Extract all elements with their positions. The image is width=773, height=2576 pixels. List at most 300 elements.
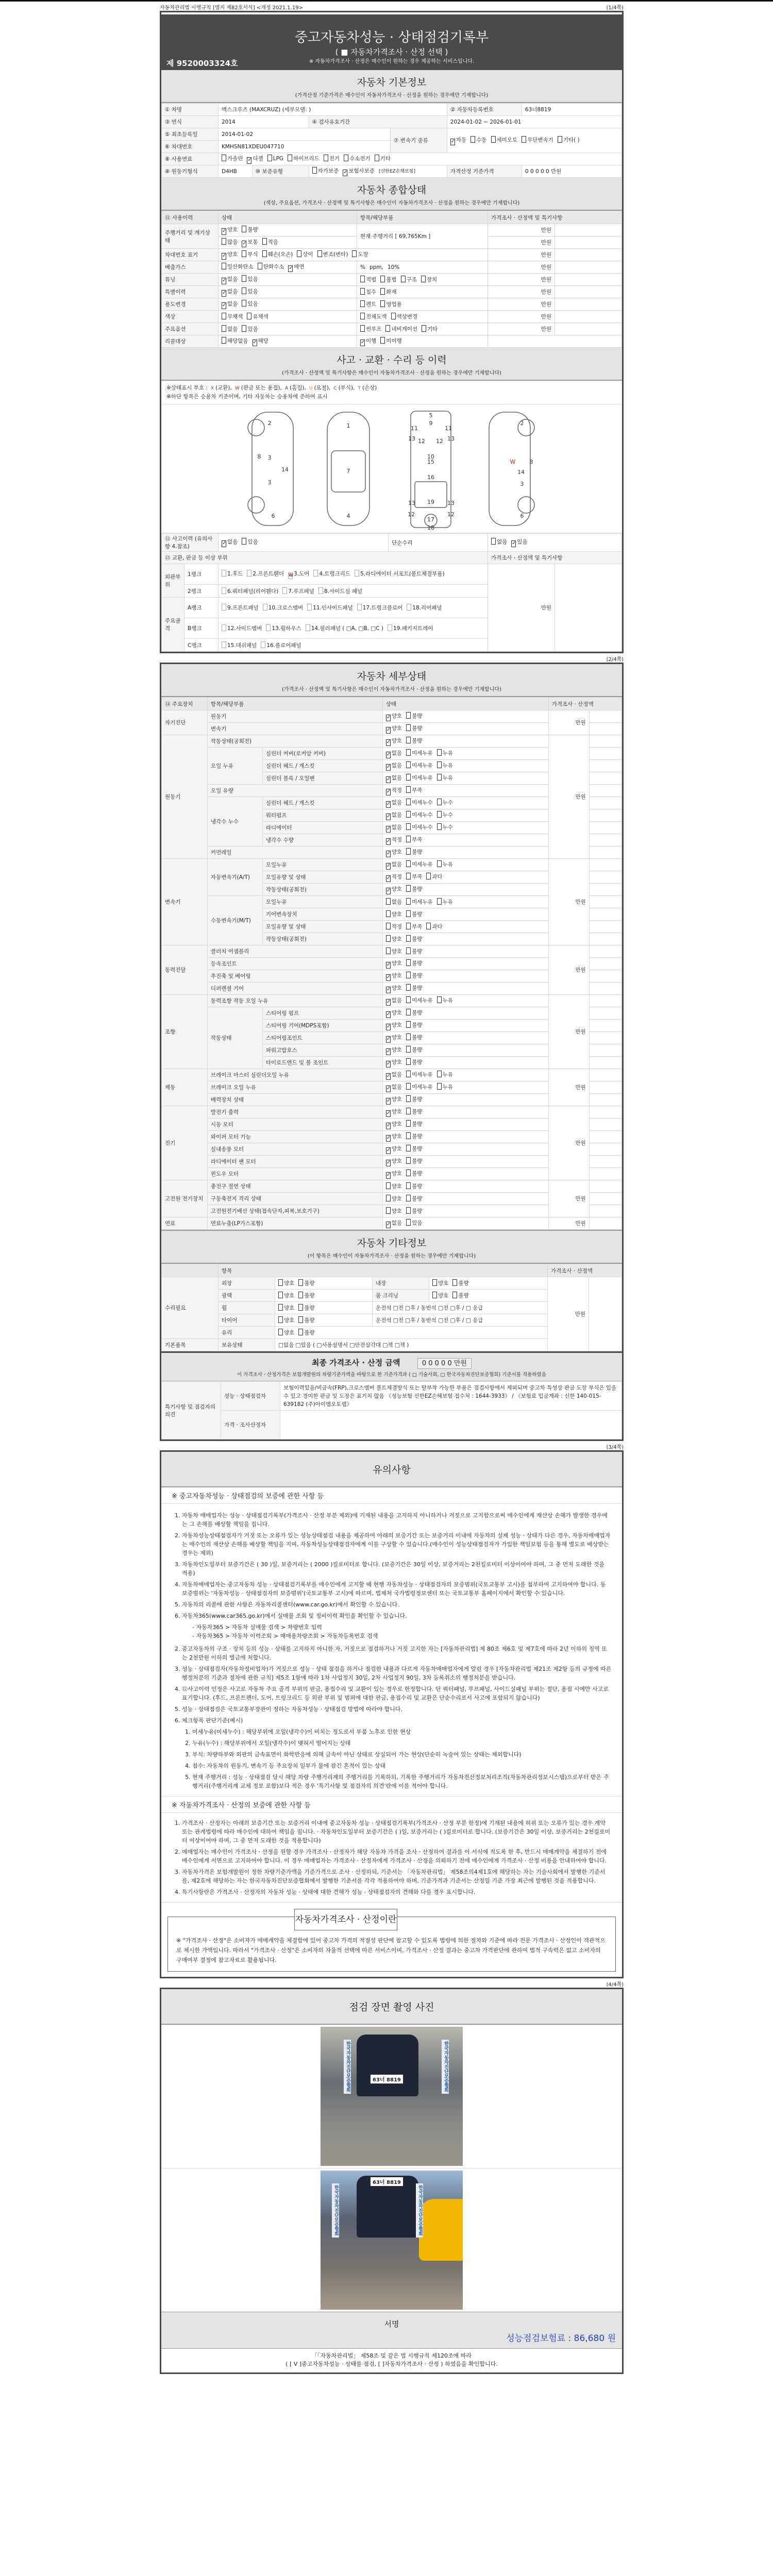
checkbox-unchecked[interactable] xyxy=(437,761,442,768)
checkbox-option[interactable] xyxy=(406,948,422,955)
checkbox-option[interactable] xyxy=(386,750,402,756)
part-checkbox[interactable] xyxy=(222,605,259,611)
checkbox-checked[interactable]: ✓ xyxy=(222,290,227,296)
checkbox-option[interactable] xyxy=(386,849,402,855)
checkbox-option[interactable] xyxy=(406,787,422,793)
checkbox-unchecked[interactable] xyxy=(522,136,526,143)
checkbox-checked[interactable]: ✓ xyxy=(512,540,516,546)
checkbox-unchecked[interactable] xyxy=(262,250,267,257)
checkbox-checked[interactable]: ✓ xyxy=(386,961,391,968)
checkbox[interactable]: W xyxy=(288,572,293,579)
checkbox-option[interactable] xyxy=(222,276,238,282)
checkbox-option[interactable] xyxy=(406,1196,422,1202)
checkbox-unchecked[interactable] xyxy=(406,737,411,743)
checkbox-option[interactable] xyxy=(432,1280,448,1286)
checkbox-option[interactable] xyxy=(406,837,422,843)
checkbox-option[interactable] xyxy=(242,301,258,307)
checkbox-unchecked[interactable] xyxy=(386,1182,391,1189)
checkbox-option[interactable] xyxy=(558,137,580,143)
part-checkbox[interactable] xyxy=(222,588,278,595)
checkbox-option[interactable] xyxy=(452,1293,468,1299)
checkbox-option[interactable] xyxy=(380,338,401,344)
checkbox-unchecked[interactable] xyxy=(406,1009,411,1015)
checkbox-option[interactable] xyxy=(406,1183,422,1190)
checkbox-unchecked[interactable] xyxy=(406,811,411,818)
checkbox[interactable] xyxy=(306,624,310,631)
checkbox-option[interactable] xyxy=(406,800,433,806)
checkbox-unchecked[interactable] xyxy=(386,910,391,917)
checkbox-unchecked[interactable] xyxy=(406,749,411,756)
checkbox-unchecked[interactable] xyxy=(491,538,496,545)
checkbox-option[interactable] xyxy=(247,314,268,320)
checkbox-option[interactable] xyxy=(437,812,453,818)
checkbox[interactable] xyxy=(222,587,226,594)
checkbox-unchecked[interactable] xyxy=(380,276,385,282)
checkbox-unchecked[interactable] xyxy=(406,873,411,879)
checkbox-unchecked[interactable] xyxy=(298,1304,303,1311)
checkbox-option[interactable] xyxy=(385,326,417,332)
checkbox-option[interactable] xyxy=(437,997,453,1004)
checkbox-option[interactable] xyxy=(386,1022,402,1028)
checkbox-option[interactable] xyxy=(369,264,383,270)
checkbox-option[interactable] xyxy=(288,264,304,270)
checkbox-option[interactable] xyxy=(386,800,402,806)
checkbox-option[interactable] xyxy=(406,1158,422,1164)
checkbox-option[interactable] xyxy=(450,137,466,143)
checkbox-unchecked[interactable] xyxy=(452,1292,457,1298)
checkbox-option[interactable] xyxy=(386,1059,402,1065)
checkbox-option[interactable] xyxy=(391,314,418,320)
checkbox-unchecked[interactable] xyxy=(406,1058,411,1065)
checkbox-option[interactable] xyxy=(386,787,402,793)
checkbox-option[interactable] xyxy=(406,886,422,892)
checkbox-unchecked[interactable] xyxy=(344,155,348,161)
checkbox-unchecked[interactable] xyxy=(406,712,411,719)
checkbox-option[interactable] xyxy=(406,911,422,918)
checkbox-unchecked[interactable] xyxy=(421,276,426,282)
checkbox-option[interactable] xyxy=(360,301,376,308)
checkbox-option[interactable] xyxy=(406,960,422,967)
checkbox-option[interactable] xyxy=(406,1208,422,1214)
checkbox[interactable] xyxy=(222,624,226,631)
checkbox-checked[interactable]: ✓ xyxy=(386,1048,391,1054)
checkbox-option[interactable] xyxy=(386,762,402,769)
checkbox[interactable] xyxy=(313,570,318,577)
checkbox-unchecked[interactable] xyxy=(437,799,442,805)
checkbox-option[interactable] xyxy=(426,924,442,930)
checkbox-checked[interactable]: ✓ xyxy=(386,862,391,869)
checkbox-checked[interactable]: ✓ xyxy=(386,1172,391,1178)
checkbox-option[interactable] xyxy=(406,861,433,868)
checkbox-option[interactable] xyxy=(262,239,278,245)
checkbox-unchecked[interactable] xyxy=(278,1304,283,1311)
checkbox-unchecked[interactable] xyxy=(437,996,442,1003)
checkbox-option[interactable] xyxy=(360,338,376,344)
checkbox-checked[interactable]: ✓ xyxy=(386,764,391,770)
checkbox-unchecked[interactable] xyxy=(267,155,272,161)
part-checkbox[interactable] xyxy=(263,605,303,611)
part-checkbox[interactable] xyxy=(318,588,362,595)
checkbox-unchecked[interactable] xyxy=(406,724,411,731)
checkbox-option[interactable] xyxy=(386,1072,402,1078)
checkbox-option[interactable] xyxy=(386,738,402,744)
checkbox-option[interactable] xyxy=(437,775,453,781)
checkbox-option[interactable] xyxy=(406,985,422,991)
checkbox-unchecked[interactable] xyxy=(406,1157,411,1164)
checkbox-option[interactable] xyxy=(386,812,402,818)
checkbox-unchecked[interactable] xyxy=(297,250,301,257)
checkbox-checked[interactable]: ✓ xyxy=(386,726,391,733)
checkbox-checked[interactable]: ✓ xyxy=(386,838,391,844)
checkbox-checked[interactable]: ✓ xyxy=(450,138,456,144)
checkbox-unchecked[interactable] xyxy=(360,300,365,307)
checkbox-checked[interactable]: ✓ xyxy=(386,1221,391,1227)
checkbox-option[interactable] xyxy=(437,1072,453,1078)
checkbox-unchecked[interactable] xyxy=(406,1145,411,1151)
checkbox-unchecked[interactable] xyxy=(352,250,357,257)
checkbox-unchecked[interactable] xyxy=(242,538,246,545)
checkbox-unchecked[interactable] xyxy=(242,325,246,332)
checkbox[interactable] xyxy=(407,604,411,611)
checkbox-unchecked[interactable] xyxy=(406,1182,411,1189)
checkbox-option[interactable] xyxy=(426,874,442,880)
checkbox-unchecked[interactable] xyxy=(406,1021,411,1028)
checkbox-unchecked[interactable] xyxy=(222,337,226,344)
checkbox-unchecked[interactable] xyxy=(406,935,411,942)
checkbox-unchecked[interactable] xyxy=(406,1219,411,1226)
part-checkbox[interactable] xyxy=(266,625,301,632)
checkbox-option[interactable] xyxy=(386,960,402,967)
checkbox-option[interactable] xyxy=(242,289,258,295)
checkbox-option[interactable] xyxy=(343,168,375,174)
checkbox-checked[interactable]: ✓ xyxy=(386,986,391,992)
checkbox-option[interactable] xyxy=(386,924,402,930)
checkbox-option[interactable] xyxy=(222,251,238,258)
checkbox-option[interactable] xyxy=(242,326,258,332)
checkbox-option[interactable] xyxy=(406,997,433,1004)
checkbox-unchecked[interactable] xyxy=(406,860,411,867)
checkbox[interactable] xyxy=(282,587,287,594)
checkbox-unchecked[interactable] xyxy=(317,250,322,257)
checkbox-option[interactable] xyxy=(421,277,437,283)
checkbox[interactable] xyxy=(263,604,267,611)
checkbox-option[interactable] xyxy=(386,874,402,880)
checkbox-unchecked[interactable] xyxy=(406,1132,411,1139)
checkbox-unchecked[interactable] xyxy=(298,1279,303,1286)
checkbox-option[interactable] xyxy=(406,775,433,781)
checkbox-unchecked[interactable] xyxy=(222,313,226,319)
checkbox-unchecked[interactable] xyxy=(491,136,496,143)
checkbox-unchecked[interactable] xyxy=(406,848,411,855)
checkbox-unchecked[interactable] xyxy=(262,238,267,245)
checkbox-option[interactable] xyxy=(360,326,381,332)
checkbox-unchecked[interactable] xyxy=(222,263,226,269)
checkbox-option[interactable] xyxy=(437,861,453,868)
checkbox-option[interactable] xyxy=(406,1220,422,1226)
checkbox-unchecked[interactable] xyxy=(298,1329,303,1335)
checkbox-checked[interactable]: ✓ xyxy=(386,1147,391,1153)
checkbox-option[interactable] xyxy=(222,264,254,270)
checkbox-unchecked[interactable] xyxy=(406,1120,411,1127)
checkbox-checked[interactable]: ✓ xyxy=(222,302,227,308)
checkbox-option[interactable] xyxy=(278,1280,294,1286)
checkbox-option[interactable] xyxy=(386,911,402,918)
checkbox-unchecked[interactable] xyxy=(406,923,411,929)
checkbox-unchecked[interactable] xyxy=(222,325,226,332)
checkbox-option[interactable] xyxy=(386,1146,402,1152)
checkbox-unchecked[interactable] xyxy=(242,300,246,307)
checkbox-unchecked[interactable] xyxy=(406,1170,411,1176)
checkbox-checked[interactable]: ✓ xyxy=(386,739,391,745)
checkbox-option[interactable] xyxy=(278,1293,294,1299)
checkbox-unchecked[interactable] xyxy=(375,155,379,161)
checkbox-checked[interactable]: ✓ xyxy=(386,1122,391,1128)
checkbox-option[interactable] xyxy=(386,973,402,979)
checkbox-option[interactable] xyxy=(247,156,263,162)
checkbox-checked[interactable]: ✓ xyxy=(386,850,391,856)
checkbox-checked[interactable]: ✓ xyxy=(386,788,391,794)
checkbox-option[interactable] xyxy=(437,800,453,806)
checkbox[interactable] xyxy=(222,641,226,648)
checkbox-option[interactable] xyxy=(406,1035,422,1041)
checkbox-unchecked[interactable] xyxy=(242,275,246,282)
checkbox-option[interactable] xyxy=(360,277,376,283)
checkbox-option[interactable] xyxy=(386,1096,402,1103)
checkbox-option[interactable] xyxy=(386,936,402,942)
part-checkbox[interactable] xyxy=(261,642,301,649)
checkbox-option[interactable] xyxy=(298,1280,314,1286)
checkbox-unchecked[interactable] xyxy=(380,288,385,295)
checkbox-option[interactable] xyxy=(386,1084,402,1090)
checkbox-option[interactable] xyxy=(380,289,396,295)
checkbox-checked[interactable]: ✓ xyxy=(386,1085,391,1091)
checkbox-checked[interactable]: ✓ xyxy=(222,228,227,234)
checkbox[interactable] xyxy=(266,624,271,631)
checkbox-option[interactable] xyxy=(386,1220,402,1226)
checkbox-checked[interactable]: ✓ xyxy=(386,974,391,980)
checkbox-option[interactable] xyxy=(406,1146,422,1152)
checkbox-option[interactable] xyxy=(406,824,433,831)
checkbox-option[interactable] xyxy=(386,997,402,1004)
checkbox-option[interactable] xyxy=(491,137,518,143)
checkbox-option[interactable] xyxy=(298,1305,314,1311)
part-checkbox[interactable] xyxy=(307,605,353,611)
checkbox-unchecked[interactable] xyxy=(437,1071,442,1077)
checkbox-unchecked[interactable] xyxy=(406,1108,411,1114)
checkbox-option[interactable] xyxy=(406,1171,422,1177)
checkbox-unchecked[interactable] xyxy=(258,263,262,269)
checkbox-checked[interactable]: ✓ xyxy=(386,825,391,832)
checkbox-option[interactable] xyxy=(401,277,417,283)
checkbox-checked[interactable]: ✓ xyxy=(386,887,391,893)
checkbox-unchecked[interactable] xyxy=(380,300,385,307)
checkbox[interactable] xyxy=(318,587,323,594)
checkbox-option[interactable] xyxy=(386,1010,402,1016)
checkbox-checked[interactable]: ✓ xyxy=(361,339,365,345)
checkbox-option[interactable] xyxy=(242,251,258,258)
checkbox-unchecked[interactable] xyxy=(278,1279,283,1286)
checkbox-option[interactable] xyxy=(406,713,422,719)
checkbox-unchecked[interactable] xyxy=(437,749,442,756)
checkbox[interactable] xyxy=(388,624,392,631)
checkbox-option[interactable] xyxy=(386,1183,402,1190)
checkbox-option[interactable] xyxy=(406,1059,422,1065)
checkbox-unchecked[interactable] xyxy=(360,325,365,332)
checkbox-option[interactable] xyxy=(437,899,453,905)
checkbox-unchecked[interactable] xyxy=(406,774,411,781)
checkbox-option[interactable] xyxy=(406,1072,433,1078)
checkbox-unchecked[interactable] xyxy=(247,313,251,319)
checkbox-option[interactable] xyxy=(222,301,238,307)
checkbox-option[interactable] xyxy=(406,899,433,905)
checkbox-unchecked[interactable] xyxy=(401,276,406,282)
checkbox-option[interactable] xyxy=(278,1317,294,1324)
part-checkbox[interactable] xyxy=(222,642,257,649)
checkbox-option[interactable] xyxy=(522,137,553,143)
checkbox-unchecked[interactable] xyxy=(406,910,411,917)
checkbox-option[interactable] xyxy=(222,156,243,162)
checkbox-option[interactable] xyxy=(222,289,238,295)
checkbox-unchecked[interactable] xyxy=(288,155,292,161)
checkbox-option[interactable] xyxy=(386,713,402,719)
checkbox-checked[interactable]: ✓ xyxy=(247,157,252,163)
checkbox-unchecked[interactable] xyxy=(360,276,365,282)
checkbox-unchecked[interactable] xyxy=(406,1195,411,1201)
part-checkbox[interactable] xyxy=(313,571,350,577)
checkbox-unchecked[interactable] xyxy=(406,823,411,830)
checkbox-option[interactable] xyxy=(386,1158,402,1164)
checkbox-option[interactable] xyxy=(406,812,433,818)
part-checkbox[interactable] xyxy=(282,588,314,595)
checkbox-option[interactable] xyxy=(406,762,433,769)
checkbox-unchecked[interactable] xyxy=(406,1207,411,1214)
checkbox-option[interactable] xyxy=(360,289,376,295)
checkbox-unchecked[interactable] xyxy=(406,761,411,768)
checkbox[interactable] xyxy=(357,604,362,611)
checkbox-unchecked[interactable] xyxy=(380,337,385,344)
checkbox-option[interactable] xyxy=(406,1096,422,1103)
checkbox-unchecked[interactable] xyxy=(406,996,411,1003)
checkbox-option[interactable] xyxy=(386,1133,402,1140)
checkbox-option[interactable] xyxy=(380,277,396,283)
checkbox-option[interactable] xyxy=(222,239,238,245)
checkbox-unchecked[interactable] xyxy=(386,1207,391,1214)
checkbox-unchecked[interactable] xyxy=(437,860,442,867)
checkbox-option[interactable] xyxy=(375,156,391,162)
checkbox-checked[interactable]: ✓ xyxy=(386,998,391,1005)
checkbox-unchecked[interactable] xyxy=(406,1095,411,1102)
checkbox-option[interactable] xyxy=(386,899,402,905)
checkbox-unchecked[interactable] xyxy=(406,885,411,892)
checkbox-unchecked[interactable] xyxy=(406,1033,411,1040)
checkbox-option[interactable] xyxy=(406,1109,422,1115)
checkbox-unchecked[interactable] xyxy=(406,959,411,966)
checkbox-unchecked[interactable] xyxy=(406,836,411,842)
checkbox-unchecked[interactable] xyxy=(432,1292,437,1298)
checkbox-unchecked[interactable] xyxy=(406,1046,411,1053)
checkbox-unchecked[interactable] xyxy=(437,774,442,781)
checkbox-unchecked[interactable] xyxy=(437,823,442,830)
checkbox-option[interactable] xyxy=(422,326,438,332)
checkbox-unchecked[interactable] xyxy=(406,786,411,793)
checkbox-option[interactable] xyxy=(386,948,402,955)
checkbox-option[interactable] xyxy=(298,1317,314,1324)
checkbox-unchecked[interactable] xyxy=(360,313,365,319)
checkbox[interactable] xyxy=(222,570,226,577)
checkbox-option[interactable] xyxy=(222,326,238,332)
checkbox-option[interactable] xyxy=(222,338,248,344)
part-checkbox[interactable] xyxy=(306,625,383,632)
checkbox-option[interactable] xyxy=(406,936,422,942)
checkbox-option[interactable] xyxy=(222,314,243,320)
checkbox-unchecked[interactable] xyxy=(422,325,426,332)
checkbox-unchecked[interactable] xyxy=(298,1316,303,1323)
checkbox-option[interactable] xyxy=(312,168,339,174)
checkbox-option[interactable] xyxy=(388,264,399,270)
checkbox-checked[interactable]: ✓ xyxy=(222,540,227,546)
checkbox-option[interactable] xyxy=(511,539,527,545)
checkbox-unchecked[interactable] xyxy=(406,898,411,905)
checkbox-checked[interactable]: ✓ xyxy=(222,277,227,283)
checkbox-option[interactable] xyxy=(344,156,371,162)
checkbox-unchecked[interactable] xyxy=(242,250,246,257)
checkbox-option[interactable] xyxy=(406,924,422,930)
checkbox-checked[interactable]: ✓ xyxy=(386,714,391,720)
checkbox-option[interactable] xyxy=(406,1084,433,1090)
checkbox-unchecked[interactable] xyxy=(222,238,226,245)
checkbox-unchecked[interactable] xyxy=(437,898,442,905)
checkbox-option[interactable] xyxy=(360,314,387,320)
checkbox-checked[interactable]: ✓ xyxy=(386,1097,391,1104)
checkbox-option[interactable] xyxy=(222,539,238,545)
checkbox-unchecked[interactable] xyxy=(406,1083,411,1090)
checkbox-option[interactable] xyxy=(406,1121,422,1127)
checkbox-option[interactable] xyxy=(386,1121,402,1127)
checkbox-option[interactable] xyxy=(298,1330,314,1336)
checkbox-checked[interactable]: ✓ xyxy=(386,1159,391,1165)
checkbox-option[interactable] xyxy=(386,886,402,892)
checkbox-option[interactable] xyxy=(242,227,258,233)
checkbox-checked[interactable]: ✓ xyxy=(386,1073,391,1079)
checkbox-unchecked[interactable] xyxy=(242,226,246,232)
part-checkbox[interactable] xyxy=(355,571,445,577)
checkbox-unchecked[interactable] xyxy=(386,898,391,905)
checkbox-unchecked[interactable] xyxy=(386,923,391,929)
checkbox-checked[interactable]: ✓ xyxy=(222,252,227,259)
checkbox-checked[interactable]: ✓ xyxy=(386,813,391,819)
checkbox-checked[interactable]: ✓ xyxy=(386,1011,391,1017)
checkbox-unchecked[interactable] xyxy=(324,155,328,161)
checkbox-option[interactable] xyxy=(324,156,340,162)
part-checkbox[interactable] xyxy=(388,625,433,632)
checkbox-unchecked[interactable] xyxy=(386,947,391,954)
checkbox-option[interactable] xyxy=(380,301,401,308)
checkbox-checked[interactable]: ✓ xyxy=(343,169,348,175)
checkbox-unchecked[interactable] xyxy=(386,1195,391,1201)
checkbox-checked[interactable]: ✓ xyxy=(386,875,391,881)
checkbox-option[interactable] xyxy=(437,750,453,756)
checkbox[interactable] xyxy=(355,570,359,577)
checkbox-unchecked[interactable] xyxy=(312,167,317,174)
checkbox-option[interactable] xyxy=(386,1109,402,1115)
checkbox-option[interactable] xyxy=(253,338,268,344)
checkbox-unchecked[interactable] xyxy=(426,873,431,879)
checkbox-unchecked[interactable] xyxy=(470,136,475,143)
checkbox-option[interactable] xyxy=(386,775,402,781)
checkbox-checked[interactable]: ✓ xyxy=(386,1036,391,1042)
part-checkbox[interactable] xyxy=(288,571,309,577)
checkbox-option[interactable] xyxy=(406,725,422,732)
